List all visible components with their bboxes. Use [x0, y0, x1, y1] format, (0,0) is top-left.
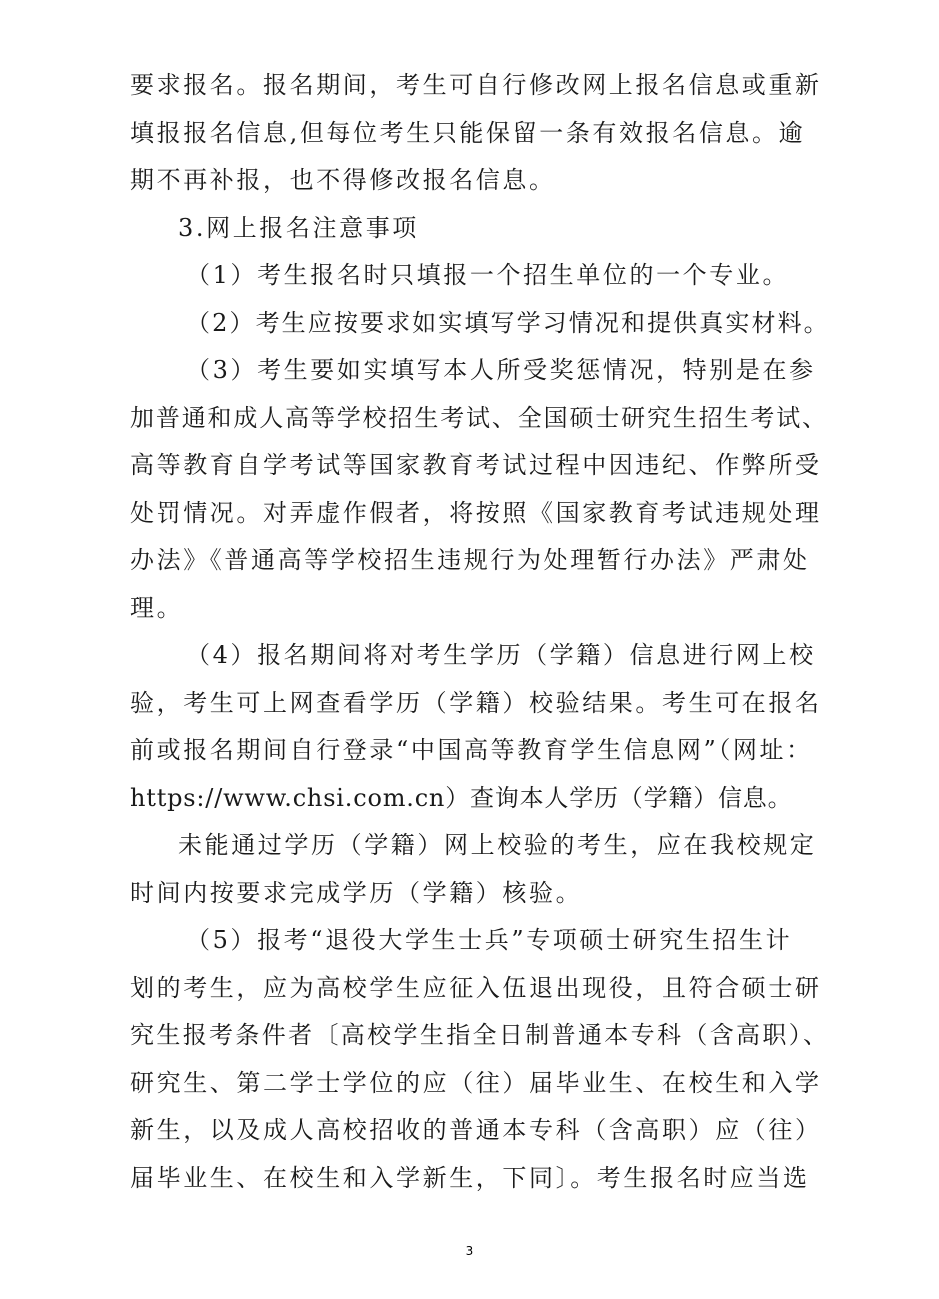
paragraph-line: 办法》《普通高等学校招生违规行为处理暂行办法》严肃处: [130, 546, 810, 574]
section-heading: 3.网上报名注意事项: [178, 213, 419, 242]
paragraph-line: （5）报考“退役大学生士兵”专项硕士研究生招生计: [186, 926, 793, 954]
paragraph-line: （3）考生要如实填写本人所受奖惩情况，特别是在参: [186, 356, 816, 384]
paragraph-line: 前或报名期间自行登录“中国高等教育学生信息网”（网址：: [130, 736, 813, 764]
paragraph-line: （1）考生报名时只填报一个招生单位的一个专业。: [186, 261, 790, 289]
paragraph-line: 期不再补报，也不得修改报名信息。: [130, 166, 556, 194]
paragraph-line: 加普通和成人高等学校招生考试、全国硕士研究生招生考试、: [130, 403, 828, 432]
paragraph-line: （2）考生应按要求如实填写学习情况和提供真实材料。: [186, 308, 830, 337]
paragraph-line: 时间内按要求完成学历（学籍）核验。: [130, 878, 583, 907]
paragraph-line-url: https://www.chsi.com.cn）查询本人学历（学籍）信息。: [130, 783, 793, 812]
page-number: 3: [465, 1244, 474, 1258]
paragraph-line: 新生，以及成人高校招收的普通本专科（含高职）应（往）: [130, 1116, 822, 1144]
paragraph-line: 验，考生可上网查看学历（学籍）校验结果。考生可在报名: [130, 688, 822, 717]
paragraph-line: 理。: [130, 593, 184, 622]
paragraph-line: 划的考生，应为高校学生应征入伍退出现役，且符合硕士研: [130, 973, 822, 1002]
paragraph-line: 研究生、第二学士学位的应（往）届毕业生、在校生和入学: [130, 1068, 822, 1097]
paragraph-line: 未能通过学历（学籍）网上校验的考生，应在我校规定: [178, 831, 817, 859]
paragraph-line: 高等教育自学考试等国家教育考试过程中因违纪、作弊所受: [130, 451, 822, 479]
paragraph-line: 填报报名信息,但每位考生只能保留一条有效报名信息。逾: [130, 118, 806, 147]
paragraph-line: 处罚情况。对弄虚作假者，将按照《国家教育考试违规处理: [130, 498, 822, 527]
paragraph-line: （4）报名期间将对考生学历（学籍）信息进行网上校: [186, 641, 816, 669]
paragraph-line: 届毕业生、在校生和入学新生，下同〕。考生报名时应当选: [130, 1163, 810, 1192]
body-text: [130, 62, 830, 1202]
paragraph-line: 究生报考条件者〔高校学生指全日制普通本专科（含高职）、: [130, 1021, 830, 1049]
paragraph-line: 要求报名。报名期间，考生可自行修改网上报名信息或重新: [130, 71, 822, 99]
